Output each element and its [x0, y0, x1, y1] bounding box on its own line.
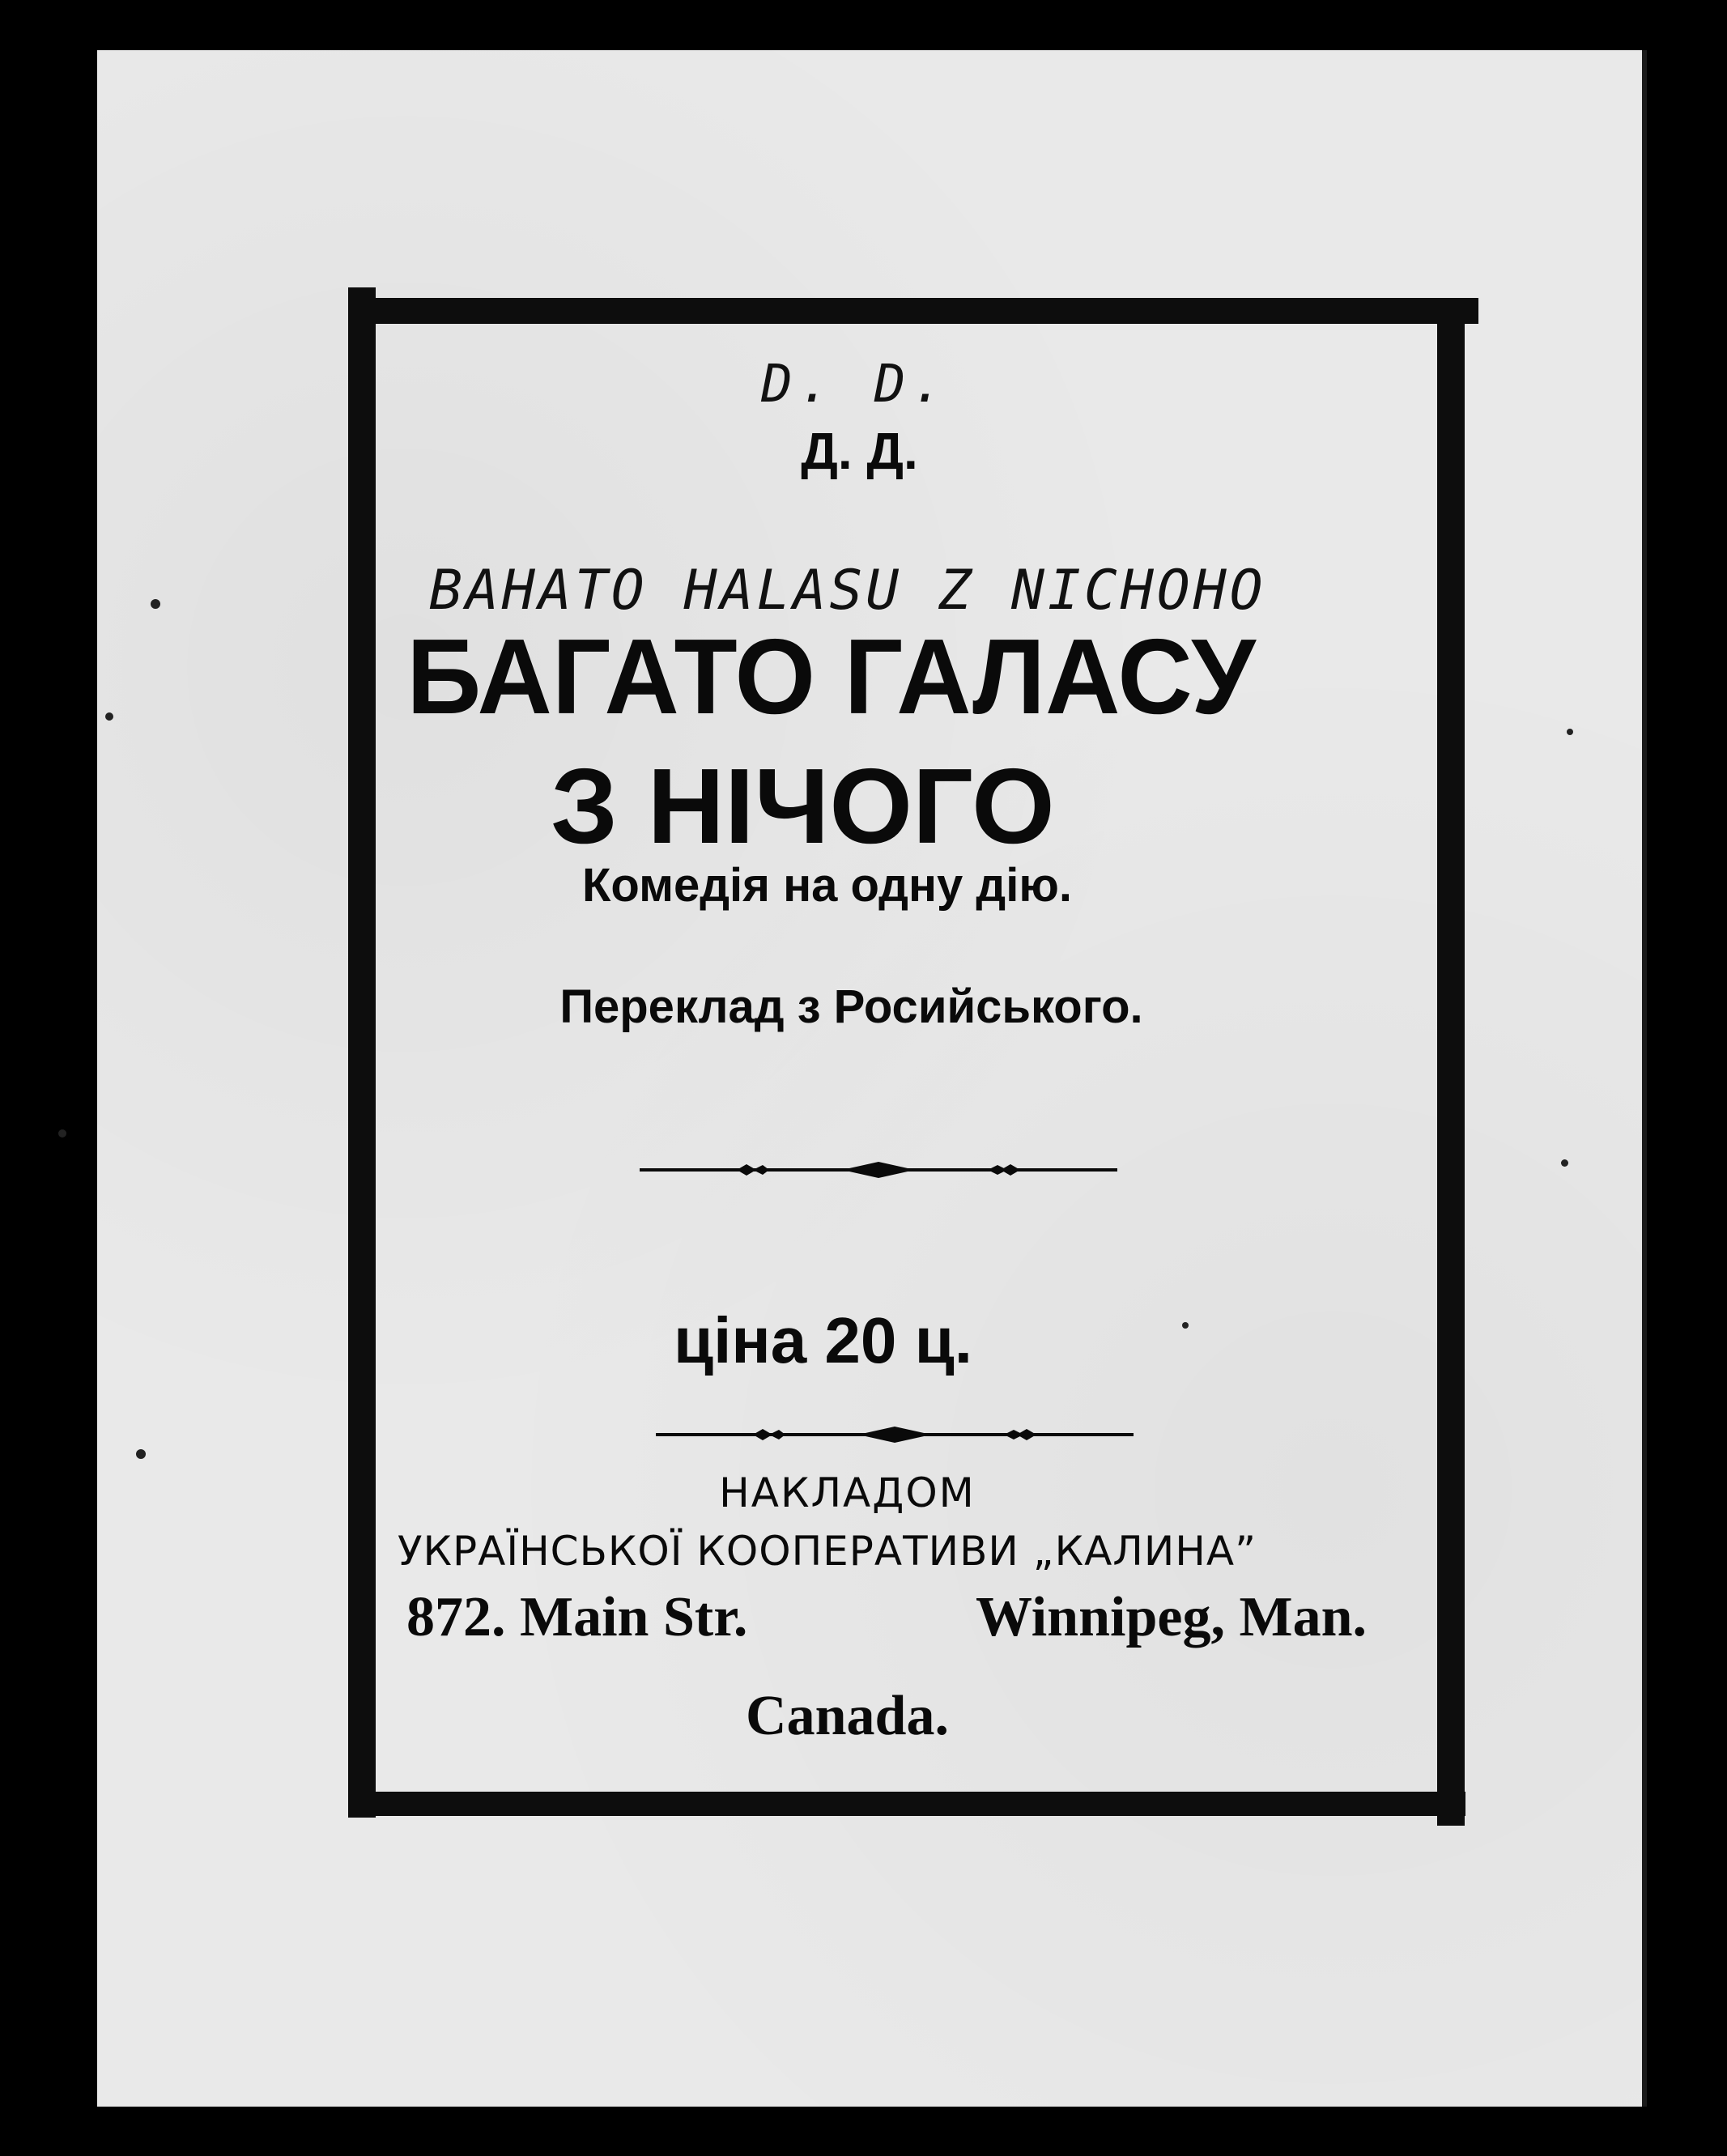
handwritten-transliteration: BAHATO HALASU Z NICHOHO: [429, 559, 1266, 623]
ink-speck: [1182, 1322, 1189, 1329]
handwritten-initials: D. D.: [761, 355, 950, 415]
ink-speck: [1567, 729, 1573, 735]
frame-right-border: [1437, 324, 1465, 1826]
ink-speck: [136, 1449, 146, 1459]
address-city: Winnipeg, Man.: [976, 1586, 1367, 1648]
ornamental-rule-icon: [640, 1158, 1117, 1182]
ink-speck: [58, 1129, 66, 1138]
ink-speck: [1561, 1159, 1568, 1167]
price: ціна 20 ц.: [673, 1304, 973, 1376]
publisher-name: УКРАЇНСЬКОЇ КООПЕРАТИВИ „КАЛИНА”: [398, 1528, 1257, 1575]
ink-speck: [151, 599, 160, 609]
ornamental-rule-icon: [656, 1422, 1134, 1447]
frame-top-border: [355, 298, 1478, 324]
address-street: 872. Main Str.: [406, 1586, 748, 1648]
subtitle: Комедія на одну дію.: [582, 859, 1072, 912]
frame-left-border: [348, 287, 376, 1818]
author-initials: Д. Д.: [801, 422, 918, 480]
title-line-1: БАГАТО ГАЛАСУ: [406, 617, 1256, 736]
frame-bottom-border: [348, 1792, 1465, 1816]
title-line-2: З НІЧОГО: [551, 746, 1055, 865]
translation-note: Переклад з Росийського.: [559, 980, 1143, 1033]
ink-speck: [105, 712, 113, 721]
address-country: Canada.: [746, 1685, 949, 1747]
publisher-heading: НАКЛАДОМ: [719, 1469, 976, 1516]
